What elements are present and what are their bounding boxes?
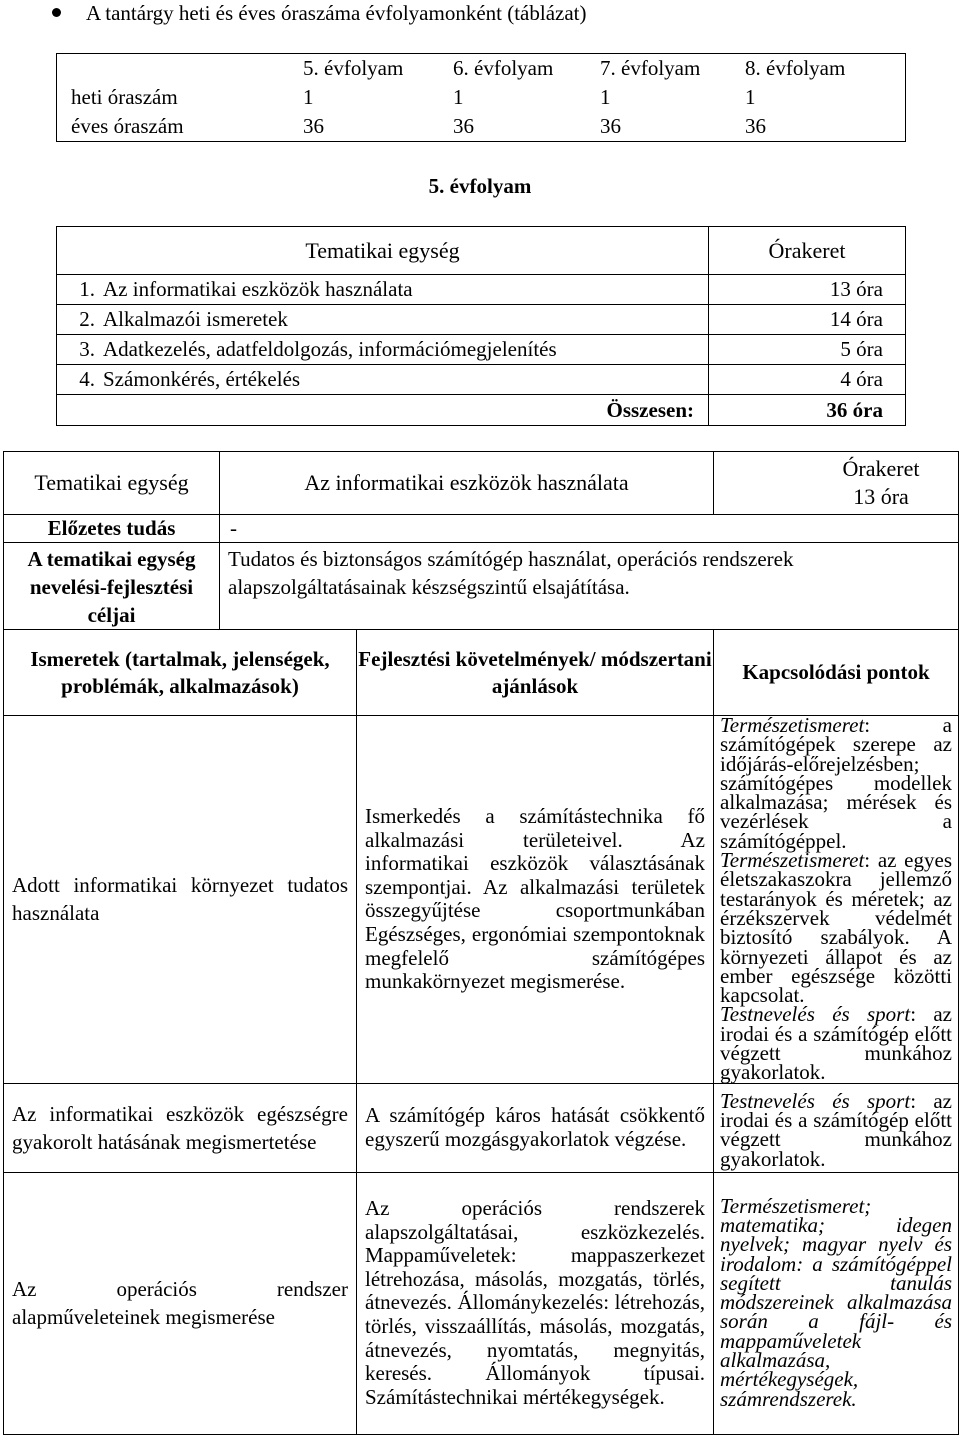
unit-number: 1.	[79, 277, 95, 301]
prior-knowledge-value: -	[220, 515, 959, 543]
col-header: 7. évfolyam	[600, 56, 701, 80]
hours-label: Órakeret	[842, 456, 920, 481]
col-header-knowledge: Ismeretek (tartalmak, jelenségek, problémák, alkalmazások)	[4, 630, 357, 716]
cell: 1	[453, 85, 464, 109]
col-header: 6. évfolyam	[453, 56, 554, 80]
row-label: éves óraszám	[71, 114, 184, 138]
links-cell	[714, 713, 959, 1085]
links-cell: Természetismeret; matematika; idegen nyelvek; magyar nyelv és irodalom: a számítógéppel segített tanulás módszereinek alkalmazása során a fájl- és mappaműveletek alkalmazása, mértékegységek, számrendszerek.	[714, 1172, 959, 1434]
unit-hours-cell	[714, 452, 959, 515]
total-label: Összesen:	[57, 395, 709, 426]
unit-name: Számonkérés, értékelés	[95, 365, 709, 395]
col-header: 8. évfolyam	[745, 56, 846, 80]
cell: 36	[303, 114, 324, 138]
links-cell	[714, 1083, 959, 1172]
cell: 36	[745, 114, 766, 138]
label-unit: Tematikai egység	[4, 452, 220, 515]
link-entry: Testnevelés és sport: az irodai és a számítógép előtt végzett munkához gyakorlatok.	[720, 1088, 952, 1171]
unit-number: 2.	[79, 307, 95, 331]
col-header: 5. évfolyam	[303, 56, 404, 80]
link-entry: Testnevelés és sport: az irodai és a számítógép előtt végzett munkához gyakorlatok.	[720, 1002, 952, 1085]
cell: 1	[600, 85, 611, 109]
units-table	[56, 226, 906, 426]
unit-hours: 14 óra	[829, 307, 883, 331]
requirements-cell: Az operációs rendszerek alapszolgáltatásai, eszközkezelés. Mappaműveletek: mappaszerkezet létrehozása, másolás, mozgatás, törlés, átnevezés. Állománykezelés: létrehozás, törlés, visszaállítás, másolás, mozgatás, átnevezés, nyomtatás, megnyitás, keresés. Állományok típusai. Számítástechnikai mértékegységek.	[357, 1172, 714, 1434]
cell: 36	[453, 114, 474, 138]
cell: 1	[303, 85, 314, 109]
knowledge-cell: Az informatikai eszközök egészségre gyakorolt hatásának megismertetése	[4, 1083, 357, 1172]
intro-text: A tantárgy heti és éves óraszáma évfolyamonként (táblázat)	[86, 1, 587, 25]
unit-detail-table	[3, 451, 959, 1435]
row-label: heti óraszám	[71, 85, 178, 109]
unit-hours: 4 óra	[840, 367, 883, 391]
unit-hours: 13 óra	[829, 277, 883, 301]
link-entry: Természetismeret: az egyes életszakaszokra jellemző testarányok és méretek; az érzékszervek védelmét biztosító szabályok. A környezeti állapot és az ember egészsége közötti kapcsolat.	[720, 848, 952, 1008]
bullet-icon	[52, 8, 61, 17]
requirements-cell: A számítógép káros hatását csökkentő egyszerű mozgásgyakorlatok végzése.	[357, 1083, 714, 1172]
unit-name: Az informatikai eszközök használata	[220, 452, 714, 515]
unit-name: Adatkezelés, adatfeldolgozás, információmegjelenítés	[95, 335, 709, 365]
hours-value: 13 óra	[853, 484, 909, 509]
unit-number: 4.	[79, 367, 95, 391]
knowledge-cell: Adott informatikai környezet tudatos használata	[4, 716, 357, 1084]
unit-number: 3.	[79, 337, 95, 361]
unit-name: Az informatikai eszközök használata	[95, 275, 709, 305]
col-header-requirements: Fejlesztési követelmények/ módszertani ajánlások	[357, 630, 714, 716]
header-hours: Órakeret	[709, 227, 906, 275]
grade-title: 5. évfolyam	[428, 174, 532, 198]
cell: 36	[600, 114, 621, 138]
goals-value: Tudatos és biztonságos számítógép használat, operációs rendszerek alapszolgáltatásainak készségszintű elsajátítása.	[220, 543, 959, 630]
total-hours: 36 óra	[826, 397, 883, 422]
link-entry: Természetismeret: a számítógépek szerepe az időjárás-előrejelzésben; számítógépes modellek alkalmazása; mérések és vezérlések a számítógéppel.	[720, 713, 952, 853]
knowledge-cell: Az operációs rendszer alapműveleteinek megismerése	[4, 1172, 357, 1434]
unit-name: Alkalmazói ismeretek	[95, 305, 709, 335]
header-unit: Tematikai egység	[57, 227, 709, 275]
prior-knowledge-label: Előzetes tudás	[4, 515, 220, 543]
goals-label: A tematikai egység nevelési-fejlesztési céljai	[4, 543, 220, 630]
col-header-links: Kapcsolódási pontok	[714, 630, 959, 716]
requirements-cell: Ismerkedés a számítástechnika fő alkalmazási területeivel. Az informatikai eszközök választásának szempontjai. Az alkalmazási területek összegyűjtése csoportmunkában Egészséges, ergonómiai szempontoknak megfelelő számítógépes munkakörnyezet megismerése.	[357, 716, 714, 1084]
hours-per-grade-table	[56, 53, 906, 142]
cell: 1	[745, 85, 756, 109]
unit-hours: 5 óra	[840, 337, 883, 361]
